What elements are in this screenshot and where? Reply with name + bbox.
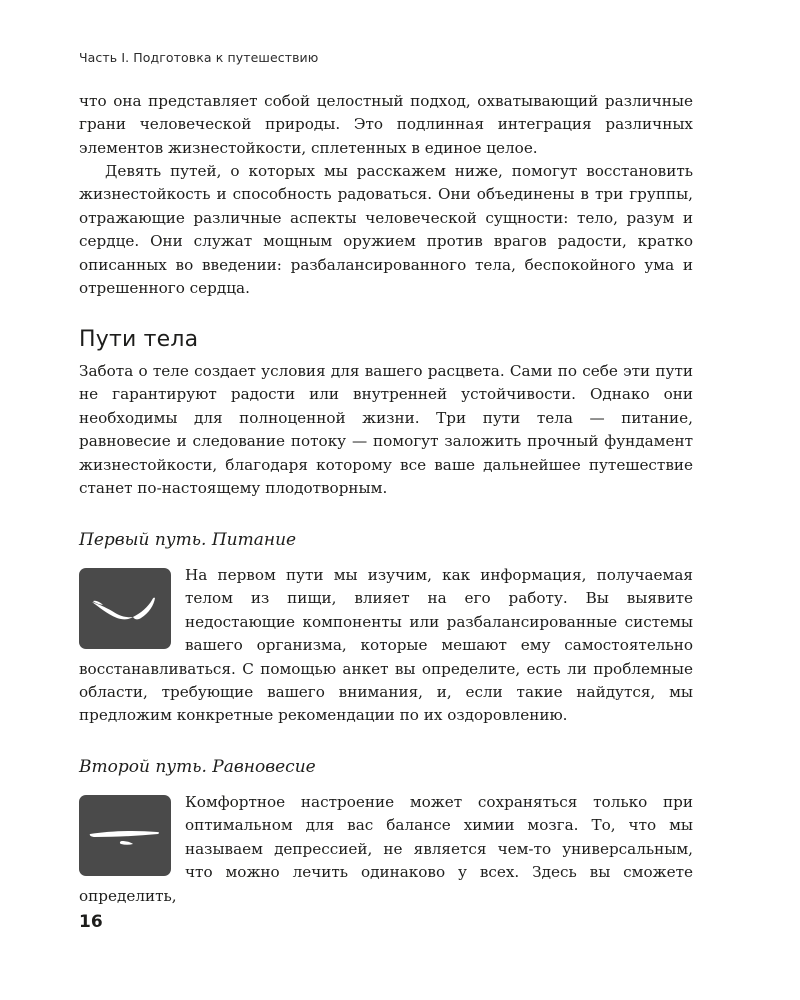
body-paragraph-1: что она представляет собой целостный подход, охватывающий различные грани человеческой природы. Это подлинная интеграция различных элементов жизнестойкости, сплетенных в единое целое.	[79, 92, 693, 157]
page-number: 16	[79, 912, 103, 932]
balance-brush-icon	[79, 795, 171, 876]
nutrition-brush-icon	[79, 568, 171, 649]
path-1-block	[79, 564, 693, 728]
body-paragraph-2: Девять путей, о которых мы расскажем ниже, помогут восстановить жизнестойкость и способность радоваться. Они объединены в три группы, отражающие различные аспекты человеческой сущности: тело, разум и сердце. Они служат мощным оружием против врагов радости, кратко описанных во введении: разбалансированного тела, беспокойного ума и отрешенного сердца.	[79, 162, 693, 298]
path-1-text: На первом пути мы изучим, как информация, получаемая телом из пищи, влияет на его работу. Вы выявите недостающие компоненты или разбалансированные системы вашего организма, которые мешают ему самостоятельно восстанавливаться. С помощью анкет вы определите, есть ли проблемные области, требующие вашего внимания, и, если такие найдутся, мы предложим конкретные рекомендации по их оздоровлению.	[79, 566, 693, 725]
section-heading: Пути тела	[79, 327, 199, 352]
running-head: Часть I. Подготовка к путешествию	[79, 50, 319, 65]
path-1-heading: Первый путь. Питание	[79, 530, 297, 550]
section-intro-paragraph: Забота о теле создает условия для вашего расцвета. Сами по себе эти пути не гарантируют радости или внутренней устойчивости. Однако они необходимы для полноценной жизни. Три пути тела — питание, равновесие и следование потоку — помогут заложить прочный фундамент жизнестойкости, благодаря которому все ваше дальнейшее путешествие станет по-настоящему плодотворным.	[79, 362, 693, 498]
path-2-text: Комфортное настроение может сохраняться только при оптимальном для вас балансе химии мозга. То, что мы называем депрессией, не является чем-то универсальным, что можно лечить одинаково у всех. Здесь вы сможете определить,	[79, 793, 693, 905]
path-2-block	[79, 791, 693, 908]
path-2-heading: Второй путь. Равновесие	[79, 757, 316, 777]
